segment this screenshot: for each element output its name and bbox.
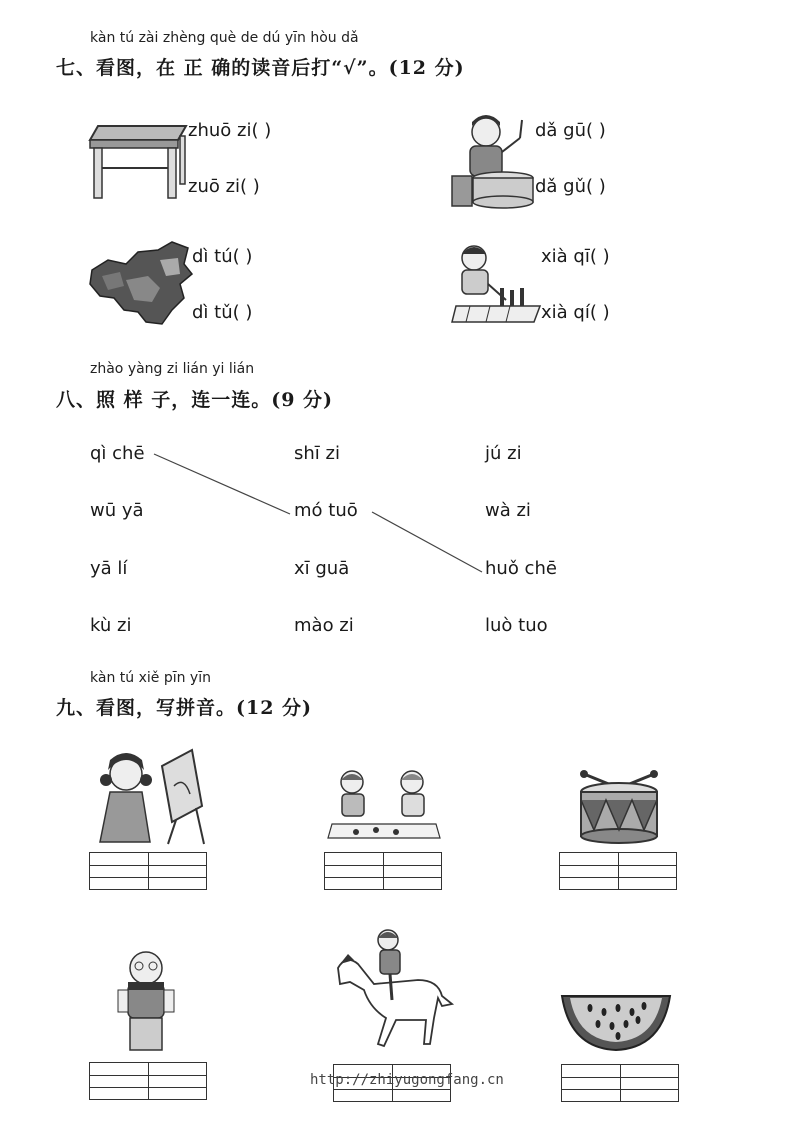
word-col3-3[interactable]: luò tuo <box>485 615 548 636</box>
section8-title: 八、照 样 子，连一连。(9 分) <box>56 389 334 411</box>
answer-grid-1[interactable] <box>89 852 207 890</box>
answer-grid-6[interactable] <box>561 1064 679 1102</box>
option-xiaqi1[interactable]: xià qī( ) <box>541 246 610 267</box>
word-col3-1[interactable]: wà zi <box>485 500 531 521</box>
word-col2-3[interactable]: mào zi <box>294 615 354 636</box>
grandpa-picture <box>104 946 188 1054</box>
option-ditu3[interactable]: dì tǔ( ) <box>192 302 253 323</box>
word-col2-1[interactable]: mó tuō <box>294 500 358 521</box>
section7-pinyin: kàn tú zài zhèng què de dú yīn hòu dǎ <box>90 30 359 46</box>
option-dagu1[interactable]: dǎ gū( ) <box>535 120 606 141</box>
word-col3-0[interactable]: jú zi <box>485 443 522 464</box>
section9-pinyin: kàn tú xiě pīn yīn <box>90 670 211 686</box>
word-col3-2[interactable]: huǒ chē <box>485 558 557 579</box>
footer-url: http://zhiyugongfang.cn <box>310 1072 504 1088</box>
kids-picture <box>326 764 442 848</box>
word-col2-0[interactable]: shī zi <box>294 443 340 464</box>
answer-grid-3[interactable] <box>559 852 677 890</box>
section8-pinyin: zhào yàng zi lián yi lián <box>90 361 255 377</box>
option-zuozi[interactable]: zuō zi( ) <box>188 176 260 197</box>
word-col1-0[interactable]: qì chē <box>90 443 145 464</box>
word-col1-2[interactable]: yā lí <box>90 558 128 579</box>
word-col1-1[interactable]: wū yā <box>90 500 144 521</box>
option-ditu2[interactable]: dì tú( ) <box>192 246 253 267</box>
option-zhuozi[interactable]: zhuō zi( ) <box>188 120 272 141</box>
answer-grid-2[interactable] <box>324 852 442 890</box>
word-col1-3[interactable]: kù zi <box>90 615 132 636</box>
option-dagu3[interactable]: dǎ gǔ( ) <box>535 176 606 197</box>
section7-title: 七、看图，在 正 确的读音后打“√”。(12 分) <box>56 57 465 79</box>
section9-title: 九、看图，写拼音。(12 分) <box>56 697 313 719</box>
watermelon-picture <box>560 990 672 1054</box>
option-xiaqi2[interactable]: xià qí( ) <box>541 302 610 323</box>
answer-grid-4[interactable] <box>89 1062 207 1100</box>
horse-rider-picture <box>326 924 458 1052</box>
drum-picture <box>578 770 660 844</box>
word-col2-2[interactable]: xī guā <box>294 558 350 579</box>
painter-picture <box>92 746 208 846</box>
